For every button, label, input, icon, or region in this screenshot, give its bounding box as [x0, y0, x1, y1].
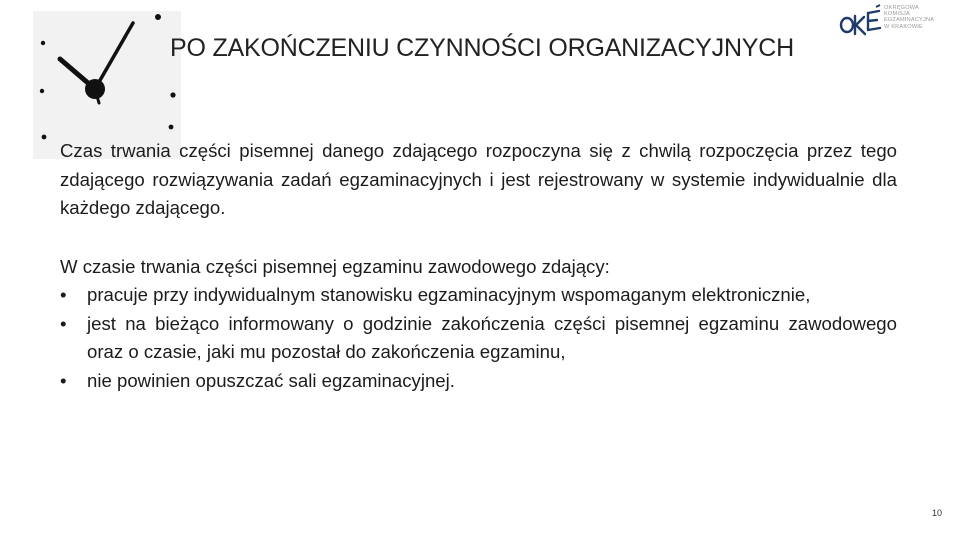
bullet-icon: •	[60, 284, 67, 305]
list-item	[60, 310, 897, 367]
oke-logo	[838, 4, 958, 38]
logo-line: W KRAKOWIE	[884, 23, 923, 30]
logo-line: EGZAMINACYJNA	[884, 17, 935, 24]
slide-title: PO ZAKOŃCZENIU CZYNNOŚCI ORGANIZACYJNYCH	[170, 34, 794, 62]
bullet-list	[60, 281, 897, 395]
list-item-text: jest na bieżąco informowany o godzinie zakończenia części pisemnej egzaminu zawodowego oraz o czasie, jaki mu pozostał do zakończenia egzaminu,	[87, 312, 897, 362]
oke-logo-text	[884, 5, 956, 30]
slide-body	[60, 137, 897, 395]
page-number: 10	[931, 508, 942, 518]
logo-line: KOMISJA	[884, 11, 910, 18]
list-item	[60, 367, 897, 396]
list-item	[60, 281, 897, 310]
list-item-text: nie powinien opuszczać sali egzaminacyjnej.	[87, 369, 455, 391]
logo-line: OKRĘGOWA	[884, 5, 919, 11]
bullet-icon: •	[60, 312, 67, 334]
list-item-text: pracuje przy indywidualnym stanowisku egzaminacyjnym wspomaganym elektronicznie,	[87, 284, 811, 305]
bullet-icon: •	[60, 369, 67, 391]
oke-logo-mark	[838, 4, 882, 38]
intro-paragraph: Czas trwania części pisemnej danego zdającego rozpoczyna się z chwilą rozpoczęcia przez tego zdającego rozwiązywania zadań egzaminacyjnych i jest rejestrowany w systemie indywidualnie dla każdego zdającego.	[60, 140, 897, 218]
list-intro: W czasie trwania części pisemnej egzaminu zawodowego zdający:	[60, 255, 610, 277]
